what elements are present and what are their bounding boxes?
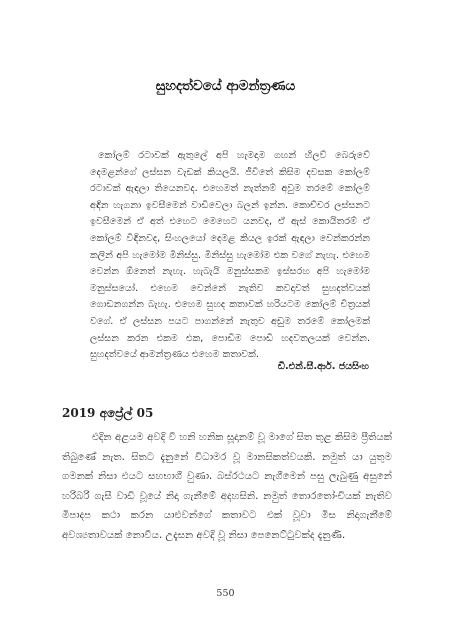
diary-entry <box>62 428 392 546</box>
page-number: 550 <box>216 588 235 599</box>
diary-paragraph: එදින අළයම අවදි වී හනි හනික සූදානම් වූ මාගේ සිත තුළ කිසිම ප්‍රීතියක් තිබුණේ නැත. සිතට දැනුනේ විධාමර වූ මානසිකත්වයකි. නමුත් යා යුතුම ගමනක් නිසා එයට සහභාගී වුණා. බස්රථයට නැගීමෙන් පසු ලැබුණු අසුනේ හරිබරි ගැසී වාඩි වූයේ නිදා ගැනීමේ අදහසිනි. නමුත් තොරතෝංචියක් නැතිව මිපාදප කථා කරන යාළුවන්ගේ කතාවට එක් වූවා මිස නිදාගැනීමේ අවශ්‍යතාවයක් නොවීය. උදැසන අවදි වූ නිසා පෙනෙට්ටුවක්ද දැනුණි. <box>62 432 392 541</box>
essay-body <box>90 148 370 364</box>
page-title: සුහදත්වයේ ආමන්ත්‍රණය <box>155 78 296 94</box>
author-signature: ඩී.එන්.සී.ආර්. ජයසිංහ <box>277 361 369 372</box>
essay-paragraph: කෝලම් රටාවක් ඇතුලේ අපි හැමදාම ගහන් හිලව් බෙරුවේ දෙමළන්ගේ ලස්සන වැඩක් කියලයි. ජීවිතේ කිසිම දවසක කෝලම් රටාවක් ඇඳලා තියෙනවද. එහෙමත් නැත්නම් අවුම තරමේ කෝලම් අඳින හැගනා ඉවසීමෙන් වාඩිවෙලා බලන් ඉන්න. කොච්චර ලස්සනට ඉවසීමෙන් ඒ අත් එහෙට මෙහෙට යනවද, ඒ ඇස් කොයිතරම් ඒ කෝලම් විඳිනවද, සිංහලයෝ දෙමළ කියල ඉරක් ඇඳලා වෙන්කරන්න කලින් අපි හැමෝම මිනිස්සු. මිනිස්සු හැමෝම එක වගේ නැහැ. එහෙම වෙන්න ඕනෙත් නැහැ. හැබැයි මනුස්සකම ඉස්සරහ අපි හැමෝම මනුස්සයෝ. එහෙම වෙන්නේ නැතිව කවදාවත් සුහදත්වයක් ගොඩනගන්න බැහැ. එහෙම සුහද කතාවක් හරියටම කෝලම් චිත්‍රයක් වගේ. ඒ ලස්සන පයට පාගන්නේ නැතුව අඩුම තරමේ කෝලමක් ලස්සන කරන එකම එක, පොඩිම පොඩි හදවතලයක් වෙන්න. සුහදත්වයේ ආමන්ත්‍රණය එහෙම කතාවක්. <box>90 150 370 361</box>
diary-date-heading: 2019 අප්‍රේල් 05 <box>62 406 154 420</box>
